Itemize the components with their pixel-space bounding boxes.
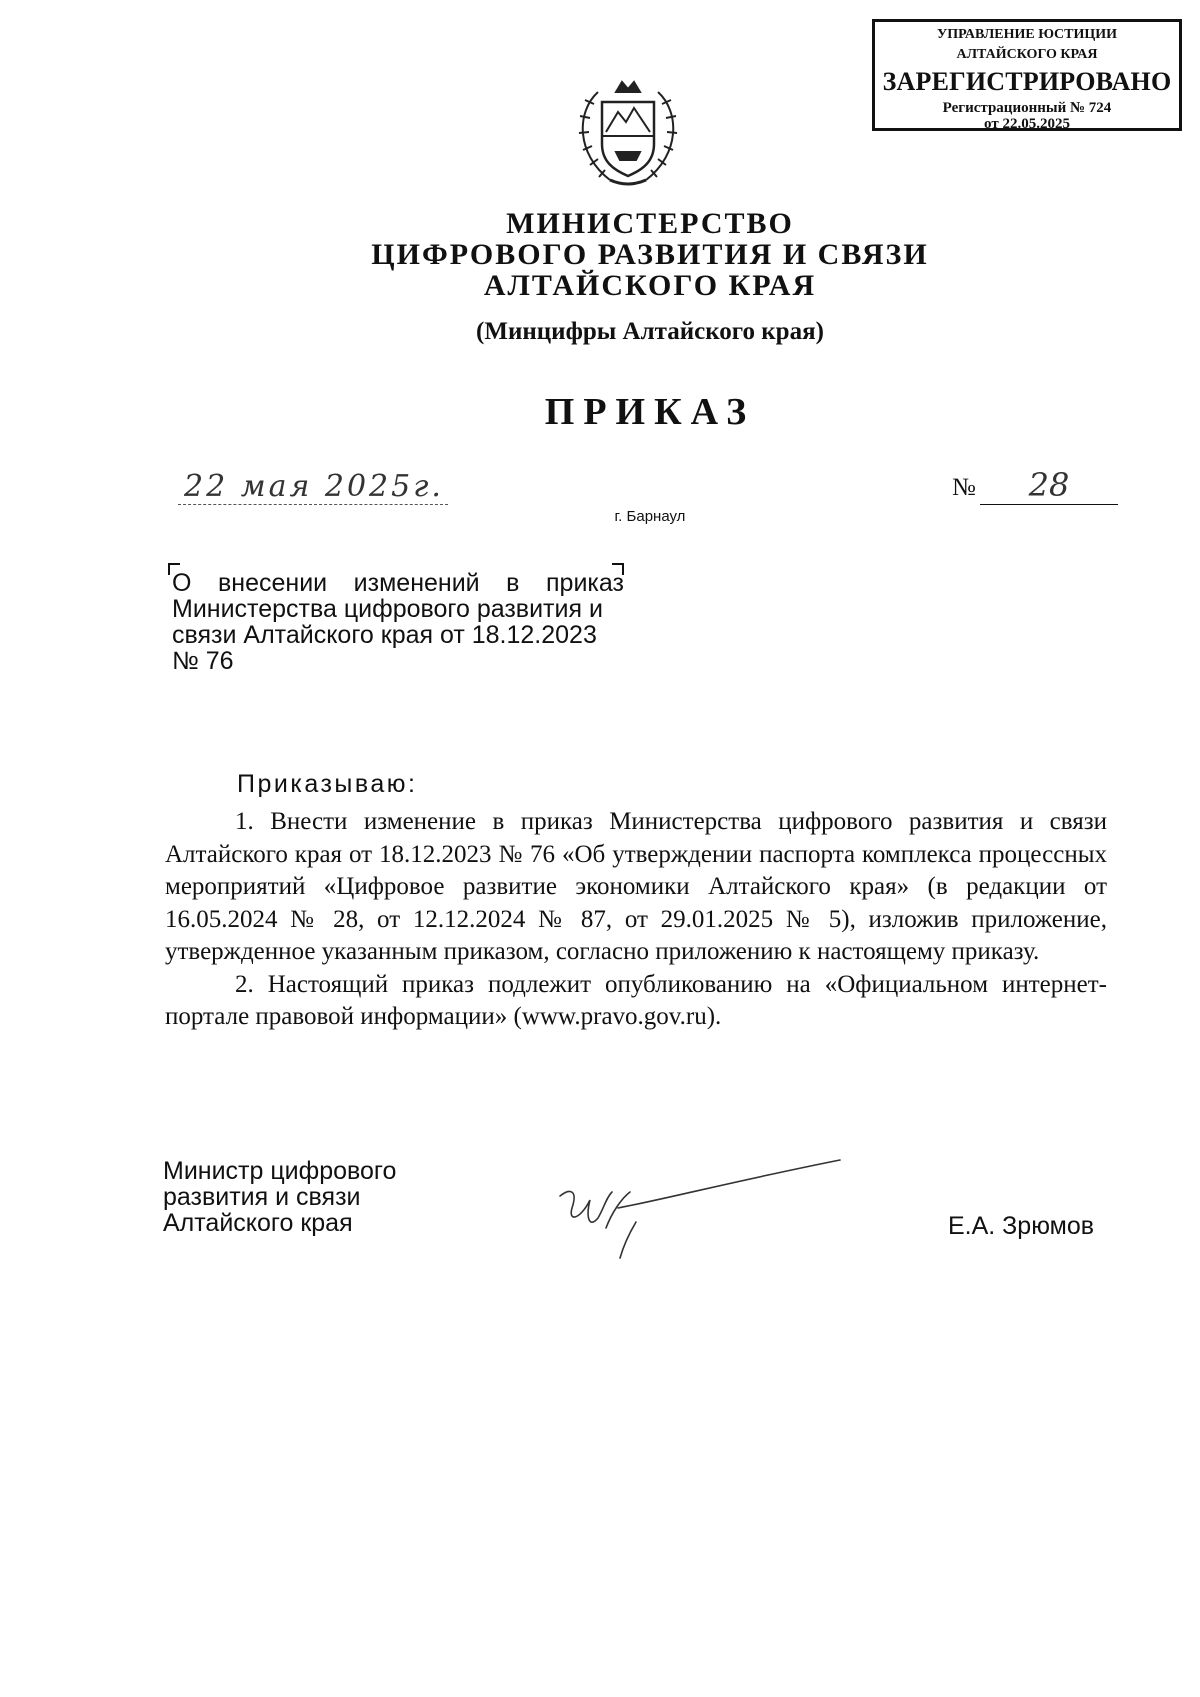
- stamp-org-line2: АЛТАЙСКОГО КРАЯ: [956, 47, 1098, 62]
- ministry-line3: АЛТАЙСКОГО КРАЯ: [483, 269, 817, 302]
- subject-line4: № 76: [172, 647, 234, 675]
- order-subject: [172, 570, 624, 674]
- registration-stamp: [872, 19, 1182, 131]
- ministry-short-name: (Минцифры Алтайского края): [476, 318, 824, 345]
- ministry-line1: МИНИСТЕРСТВО: [506, 207, 794, 240]
- handwritten-signature: [550, 1148, 850, 1268]
- stamp-status: ЗАРЕГИСТРИРОВАНО: [882, 67, 1172, 96]
- stamp-reg-number: Регистрационный № 724: [942, 100, 1112, 116]
- stamp-org-line1: УПРАВЛЕНИЕ ЮСТИЦИИ: [937, 27, 1117, 42]
- stamp-reg-date: от 22.05.2025: [984, 116, 1070, 132]
- ministry-line2: ЦИФРОВОГО РАЗВИТИЯ И СВЯЗИ: [371, 238, 929, 271]
- subject-line2: Министерства цифрового развития и: [172, 595, 603, 623]
- order-item-1: 1. Внести изменение в приказ Министерства цифрового развития и связи Алтайского края от 18.12.2023 № 76 «Об утверждении паспорта комплекса процессных мероприятий «Цифровое развитие экономики Алтайского края» (в редакции от 16.05.2024 № 28, от 12.12.2024 № 87, от 29.01.2025 № 5), изложив приложение, утвержденное указанным приказом, согласно приложению к настоящему приказу.: [165, 808, 1107, 965]
- signer-position-line2: развития и связи: [163, 1183, 361, 1211]
- document-type-title: ПРИКАЗ: [544, 391, 756, 433]
- signer-position-line3: Алтайского края: [163, 1209, 353, 1237]
- city: г. Барнаул: [614, 508, 686, 525]
- order-body: [165, 806, 1107, 1034]
- order-item-2: 2. Настоящий приказ подлежит опубликованию на «Официальном интернет-портале правовой информации» (www.pravo.gov.ru).: [165, 970, 1107, 1030]
- order-word: Приказываю:: [237, 770, 418, 798]
- signer-position: [163, 1158, 396, 1236]
- ministry-name: [300, 208, 1000, 301]
- signer-position-line1: Министр цифрового: [163, 1157, 397, 1185]
- handwritten-date: 22 мая 2025г.: [178, 470, 448, 505]
- subject-line3: связи Алтайского края от 18.12.2023: [172, 621, 597, 649]
- signer-name: Е.А. Зрюмов: [948, 1212, 1095, 1240]
- subject-line1: О внесении изменений в приказ: [172, 569, 624, 597]
- number-label: №: [952, 474, 976, 501]
- handwritten-number: 28: [980, 466, 1118, 505]
- coat-of-arms-icon: [568, 62, 688, 192]
